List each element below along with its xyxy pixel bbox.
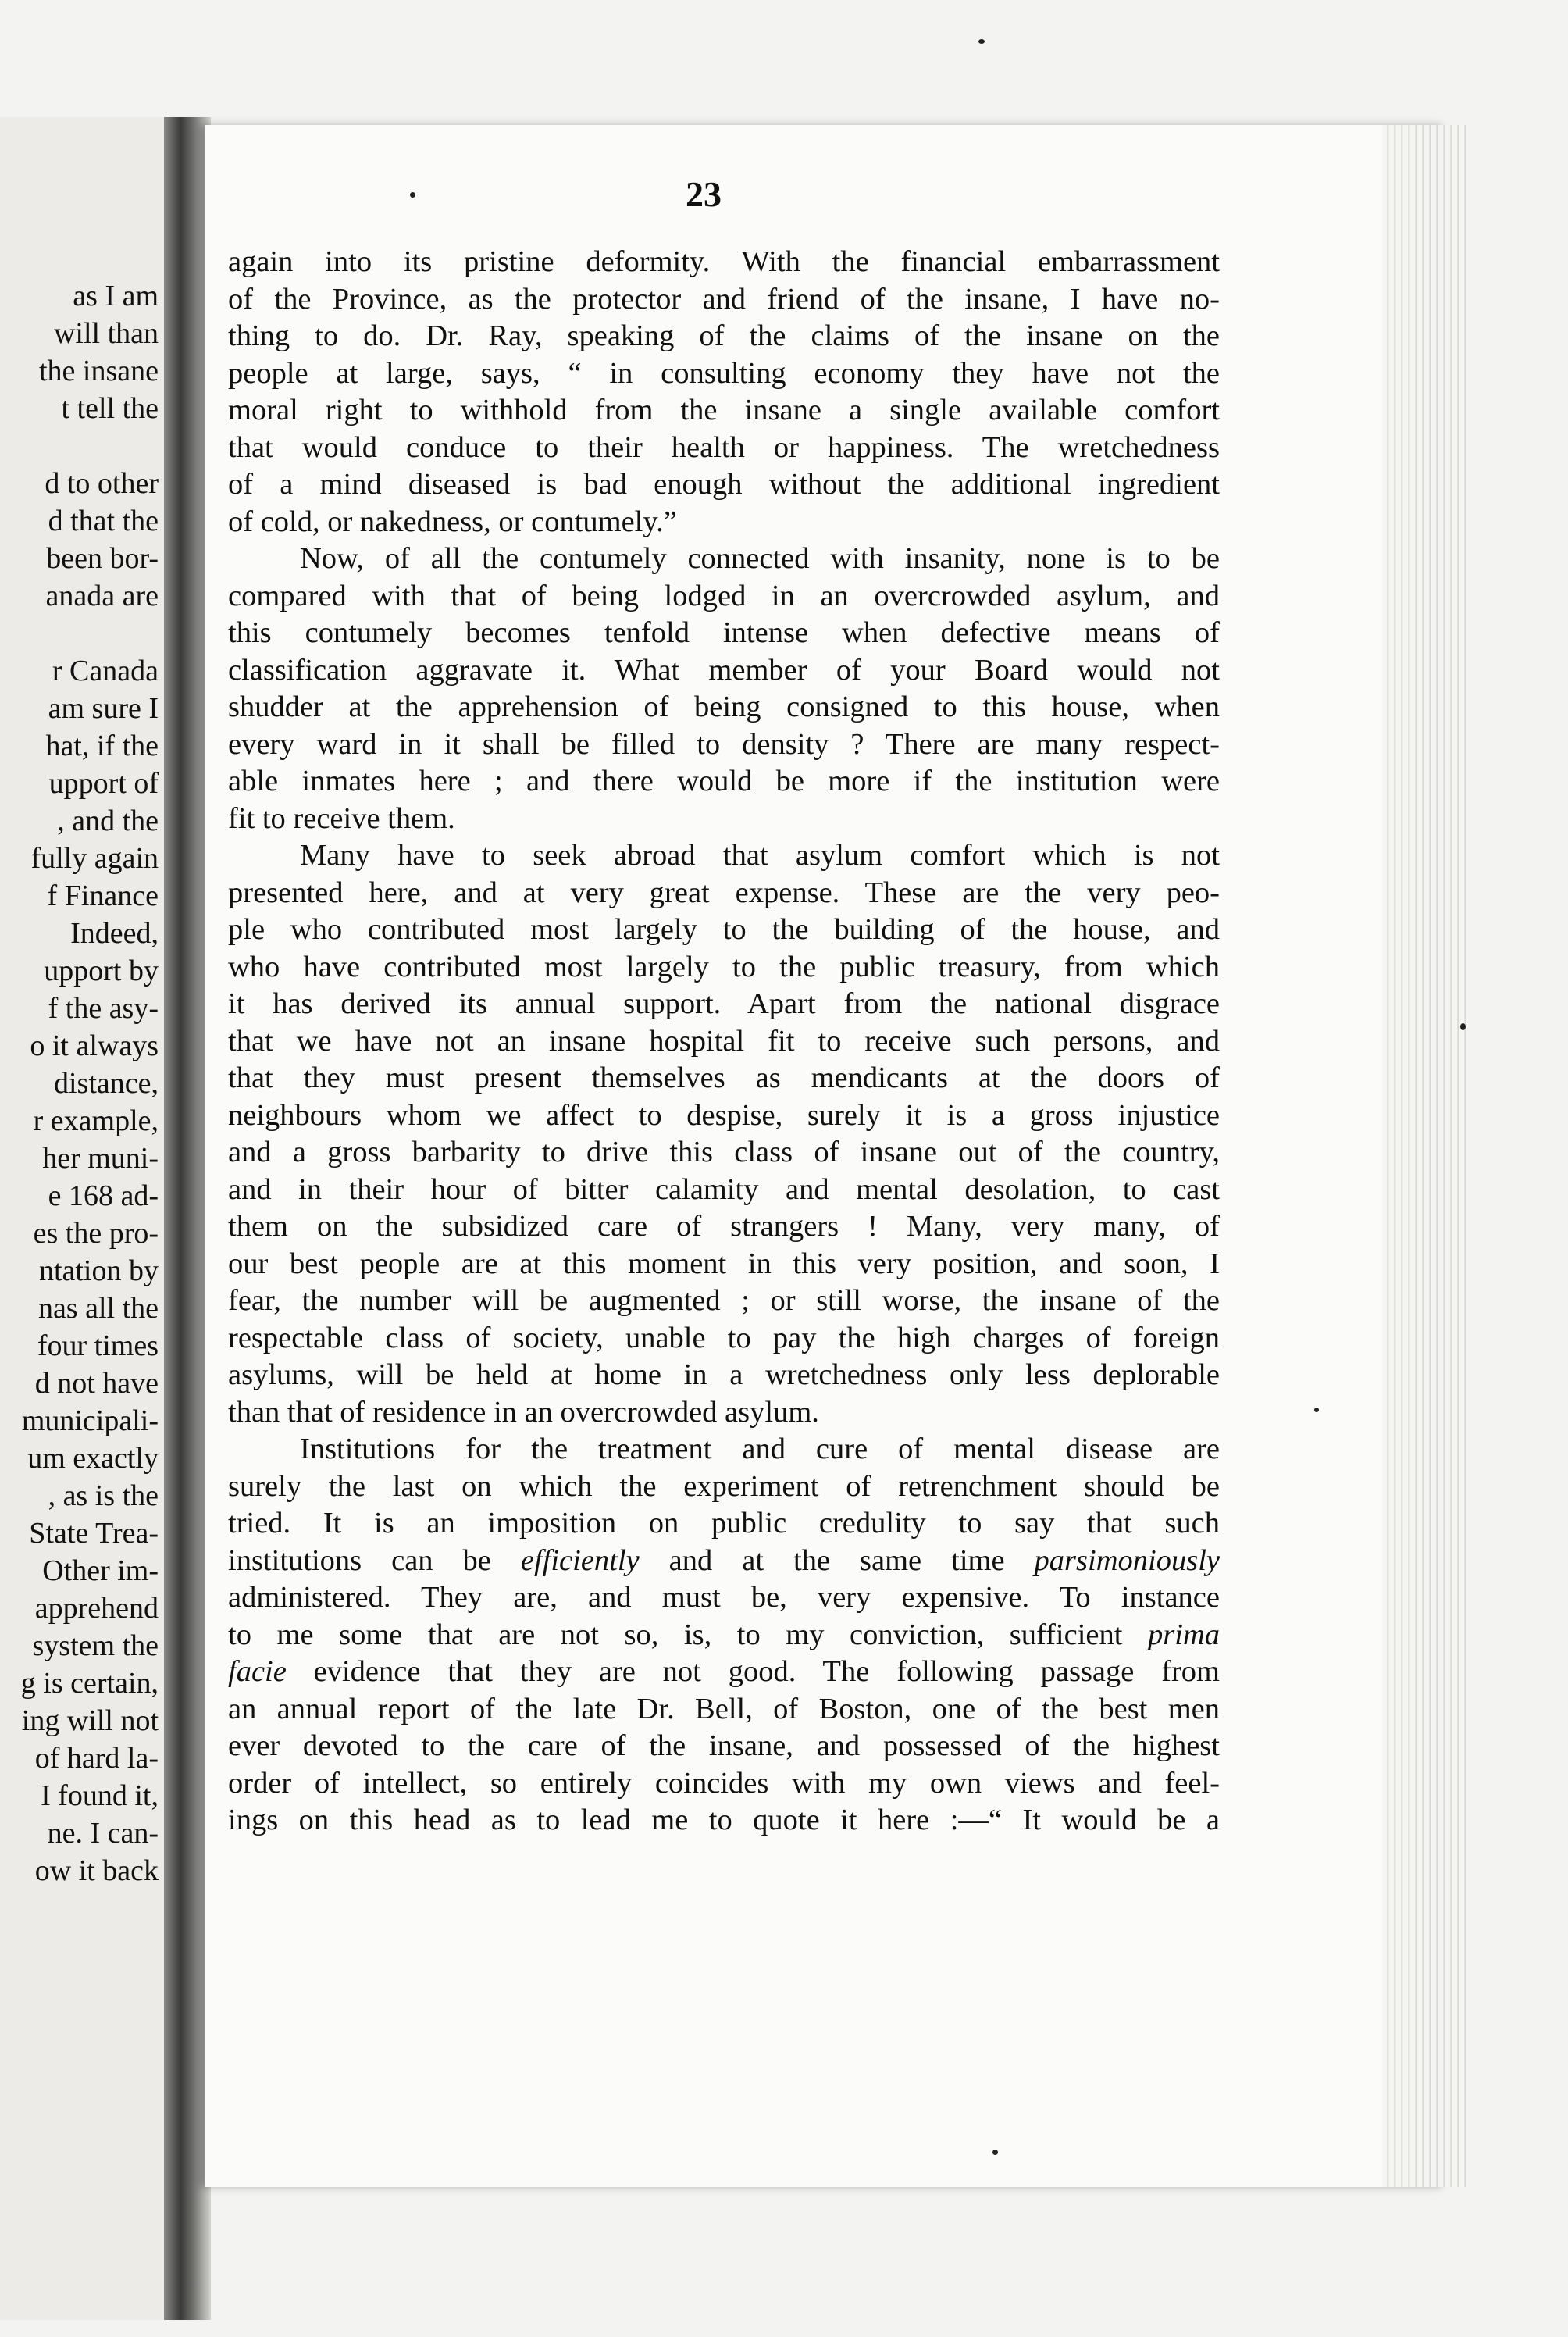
text-line: ever devoted to the care of the insane, and possessed of the highest	[228, 1729, 1220, 1762]
dust-speck	[978, 39, 985, 44]
left-page-line: fully again	[30, 842, 159, 875]
text-line: asylums, will be held at home in a wretchedness only less deplorable	[228, 1358, 1220, 1391]
text-line: an annual report of the late Dr. Bell, of Boston, one of the best men	[228, 1692, 1220, 1725]
left-page-line: Indeed,	[70, 917, 159, 950]
left-page-line: anada are	[45, 580, 159, 612]
text-line: than that of residence in an overcrowded asylum.	[228, 1395, 819, 1429]
left-page-line: um exactly	[27, 1442, 159, 1475]
left-page-line: system the	[32, 1629, 159, 1662]
page-number: 23	[686, 174, 722, 214]
text-line: fear, the number will be augmented ; or still worse, the insane of the	[228, 1284, 1220, 1317]
left-page-line: ow it back	[34, 1854, 159, 1887]
left-page-line: nas all the	[37, 1292, 159, 1325]
left-page-line: been bor-	[46, 542, 159, 575]
page-edges	[1382, 125, 1468, 2187]
text-line: respectable class of society, unable to pay the high charges of foreign	[228, 1321, 1220, 1354]
left-page-line: apprehend	[34, 1592, 159, 1625]
text-line: of cold, or nakedness, or contumely.”	[228, 505, 677, 538]
text-line: presented here, and at very great expense. These are the very peo-	[228, 876, 1220, 909]
text-line: of a mind diseased is bad enough without the additional ingredient	[228, 468, 1220, 501]
text-line: them on the subsidized care of strangers ! Many, very many, of	[228, 1210, 1220, 1243]
left-page-line: her muni-	[42, 1142, 159, 1175]
text-line: facie evidence that they are not good. The following passage from	[228, 1655, 1220, 1688]
left-page-line: f the asy-	[48, 992, 159, 1025]
book-gutter	[164, 117, 211, 2320]
text-line: moral right to withhold from the insane a single available comfort	[228, 394, 1220, 426]
text-line: Institutions for the treatment and cure of mental disease are	[300, 1433, 1220, 1465]
text-line: shudder at the apprehension of being consigned to this house, when	[228, 690, 1220, 723]
page-body-text	[228, 244, 1220, 1839]
text-line: Many have to seek abroad that asylum comfort which is not	[300, 839, 1220, 872]
left-page-line: State Trea-	[29, 1517, 159, 1550]
left-page-line: hat, if the	[45, 730, 159, 762]
left-facing-page	[0, 117, 168, 2320]
text-line: of the Province, as the protector and friend of the insane, I have no-	[228, 282, 1220, 316]
left-page-line: ne. I can-	[47, 1817, 159, 1850]
text-line: people at large, says, “ in consulting economy they have not the	[228, 356, 1220, 390]
text-line: ings on this head as to lead me to quote it here :—“ It would be a	[228, 1804, 1220, 1836]
text-line: neighbours whom we affect to despise, surely it is a gross injustice	[228, 1098, 1220, 1132]
text-line: that would conduce to their health or happiness. The wretchedness	[228, 430, 1220, 464]
left-page-line: g is certain,	[20, 1667, 159, 1700]
text-line: compared with that of being lodged in an overcrowded asylum, and	[228, 579, 1220, 612]
text-line: Now, of all the contumely connected with insanity, none is to be	[300, 542, 1220, 575]
left-page-line: r Canada	[52, 655, 159, 687]
left-page-line: am sure I	[48, 692, 159, 725]
dust-speck	[992, 2150, 998, 2155]
text-line: every ward in it shall be filled to density ? There are many respect-	[228, 727, 1220, 761]
left-page-line: as I am	[73, 280, 159, 312]
left-page-line: of hard la-	[34, 1742, 159, 1775]
text-line: tried. It is an imposition on public credulity to say that such	[228, 1507, 1220, 1540]
dust-speck	[410, 192, 415, 198]
left-page-line: es the pro-	[33, 1217, 159, 1250]
left-page-line: , as is the	[48, 1479, 159, 1512]
text-line: able inmates here ; and there would be more if the institution were	[228, 765, 1220, 797]
left-page-line: ntation by	[38, 1254, 159, 1287]
text-line: ple who contributed most largely to the building of the house, and	[228, 913, 1220, 946]
left-page-line: d not have	[34, 1367, 159, 1400]
text-line: fit to receive them.	[228, 801, 455, 835]
text-line: administered. They are, and must be, very expensive. To instance	[228, 1581, 1220, 1614]
dust-speck	[1314, 1408, 1319, 1412]
left-page-line: d that the	[48, 505, 159, 537]
text-line: that we have not an insane hospital fit to receive such persons, and	[228, 1024, 1220, 1058]
left-page-line: t tell the	[61, 392, 159, 425]
text-line: surely the last on which the experiment of retrenchment should be	[228, 1469, 1220, 1503]
left-page-line: four times	[37, 1329, 159, 1362]
text-line: institutions can be efficiently and at the same time parsimoniously	[228, 1543, 1220, 1577]
left-page-line: the insane	[38, 355, 159, 387]
text-line: and a gross barbarity to drive this class of insane out of the country,	[228, 1136, 1220, 1168]
left-page-line: f Finance	[47, 879, 159, 912]
left-page-line: upport of	[48, 767, 159, 800]
text-line: order of intellect, so entirely coincides with my own views and feel-	[228, 1766, 1220, 1800]
left-page-line: Other im-	[42, 1554, 159, 1587]
text-line: to me some that are not so, is, to my conviction, sufficient prima	[228, 1618, 1220, 1651]
text-line: our best people are at this moment in this very position, and soon, I	[228, 1247, 1220, 1280]
left-page-line: municipali-	[21, 1404, 159, 1437]
left-page-line: ing will not	[21, 1704, 159, 1737]
left-page-line: I found it,	[41, 1779, 159, 1812]
text-line: classification aggravate it. What member of your Board would not	[228, 653, 1220, 687]
left-page-line: d to other	[45, 467, 159, 500]
left-page-line: e 168 ad-	[48, 1179, 159, 1212]
text-line: it has derived its annual support. Apart from the national disgrace	[228, 987, 1220, 1020]
left-page-line: , and the	[57, 805, 159, 837]
left-page-line: will than	[53, 317, 159, 350]
text-line: that they must present themselves as mendicants at the doors of	[228, 1061, 1220, 1094]
dust-speck	[1460, 1023, 1466, 1030]
text-line: who have contributed most largely to the public treasury, from which	[228, 950, 1220, 983]
text-line: again into its pristine deformity. With the financial embarrassment	[228, 245, 1220, 278]
left-page-line: upport by	[44, 954, 159, 987]
left-page-line: r example,	[33, 1104, 159, 1137]
left-page-line: o it always	[30, 1029, 159, 1062]
left-page-line: distance,	[53, 1067, 159, 1100]
text-line: thing to do. Dr. Ray, speaking of the claims of the insane on the	[228, 319, 1220, 352]
text-line: this contumely becomes tenfold intense when defective means of	[228, 616, 1220, 649]
text-line: and in their hour of bitter calamity and mental desolation, to cast	[228, 1172, 1220, 1206]
